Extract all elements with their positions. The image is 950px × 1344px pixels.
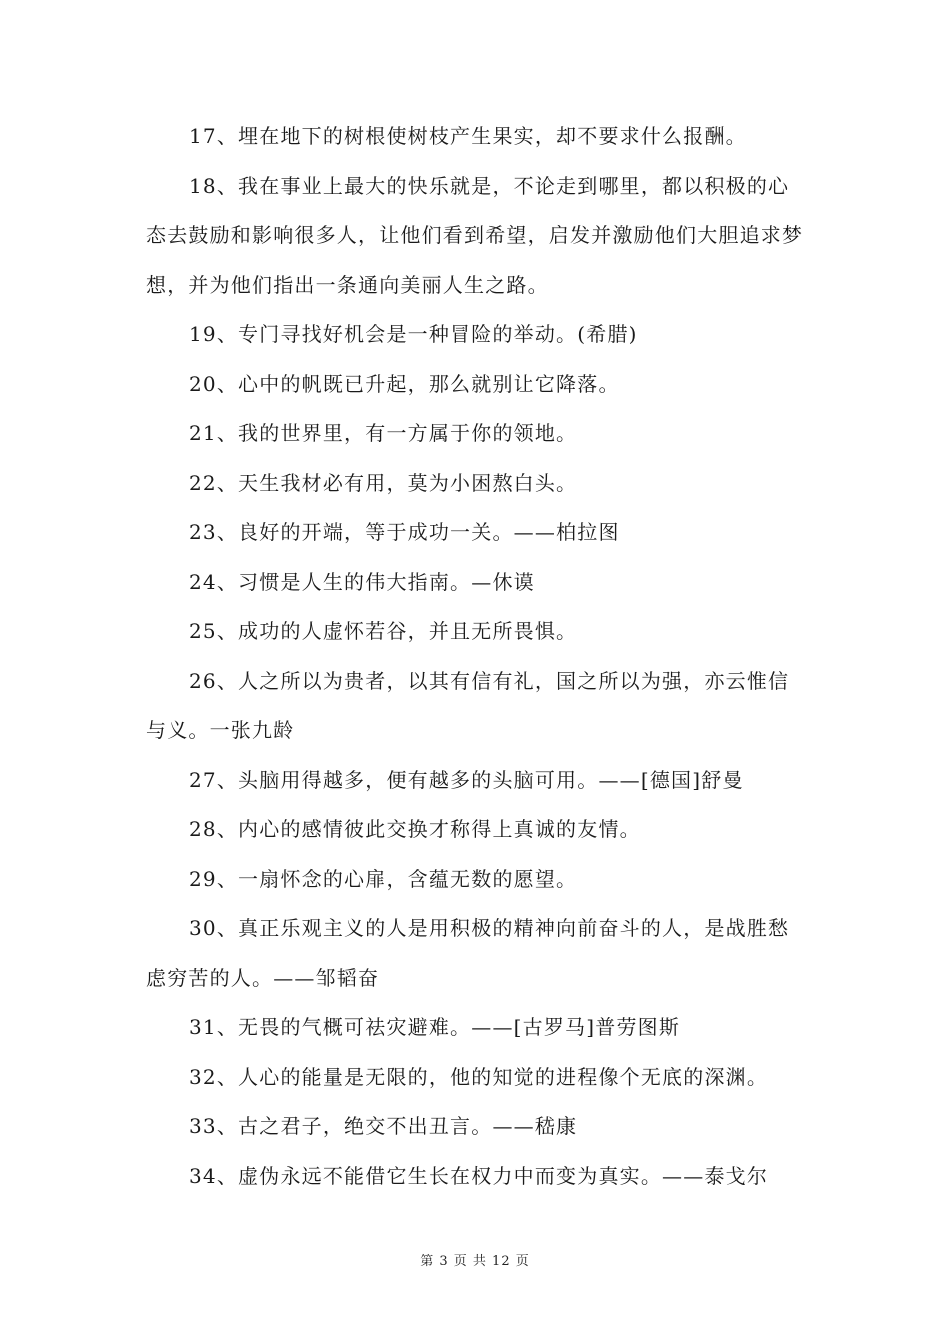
paragraph-27: 27、头脑用得越多，便有越多的头脑可用。——[德国]舒曼 xyxy=(189,767,744,792)
paragraph-24: 24、习惯是人生的伟大指南。—休谟 xyxy=(189,569,535,594)
paragraph-25: 25、成功的人虚怀若谷，并且无所畏惧。 xyxy=(189,619,578,643)
paragraph-18: 18、我在事业上最大的快乐就是，不论走到哪里，都以积极的心态去鼓励和影响很多人，让他们看到希望，启发并激励他们大胆追求梦想，并为他们指出一条通向美丽人生之路。 xyxy=(146,173,804,297)
paragraph-19: 19、专门寻找好机会是一种冒险的举动。(希腊) xyxy=(189,322,638,346)
paragraph-17: 17、埋在地下的树根使树枝产生果实，却不要求什么报酬。 xyxy=(189,124,747,148)
paragraph-31: 31、无畏的气概可祛灾避难。——[古罗马]普劳图斯 xyxy=(189,1015,681,1039)
paragraph-29: 29、一扇怀念的心扉，含蕴无数的愿望。 xyxy=(189,866,578,891)
paragraph-21: 21、我的世界里，有一方属于你的领地。 xyxy=(189,421,578,445)
paragraph-26: 26、人之所以为贵者，以其有信有礼，国之所以为强，亦云惟信与义。一张九龄 xyxy=(146,668,790,742)
paragraph-33: 33、古之君子，绝交不出丑言。——嵇康 xyxy=(189,1114,578,1138)
paragraph-30: 30、真正乐观主义的人是用积极的精神向前奋斗的人，是战胜愁虑穷苦的人。——邹韬奋 xyxy=(146,916,790,990)
paragraph-34: 34、虚伪永远不能借它生长在权力中而变为真实。——泰戈尔 xyxy=(189,1163,769,1188)
paragraph-23: 23、良好的开端，等于成功一关。——柏拉图 xyxy=(189,520,620,544)
page-number-footer: 第 3 页 共 12 页 xyxy=(420,1254,530,1269)
paragraph-32: 32、人心的能量是无限的，他的知觉的进程像个无底的深渊。 xyxy=(189,1064,769,1089)
paragraph-22: 22、天生我材必有用，莫为小困熬白头。 xyxy=(189,470,578,495)
paragraph-20: 20、心中的帆既已升起，那么就别让它降落。 xyxy=(189,371,620,396)
document-body xyxy=(146,112,810,1201)
paragraph-28: 28、内心的感情彼此交换才称得上真诚的友情。 xyxy=(189,817,641,841)
